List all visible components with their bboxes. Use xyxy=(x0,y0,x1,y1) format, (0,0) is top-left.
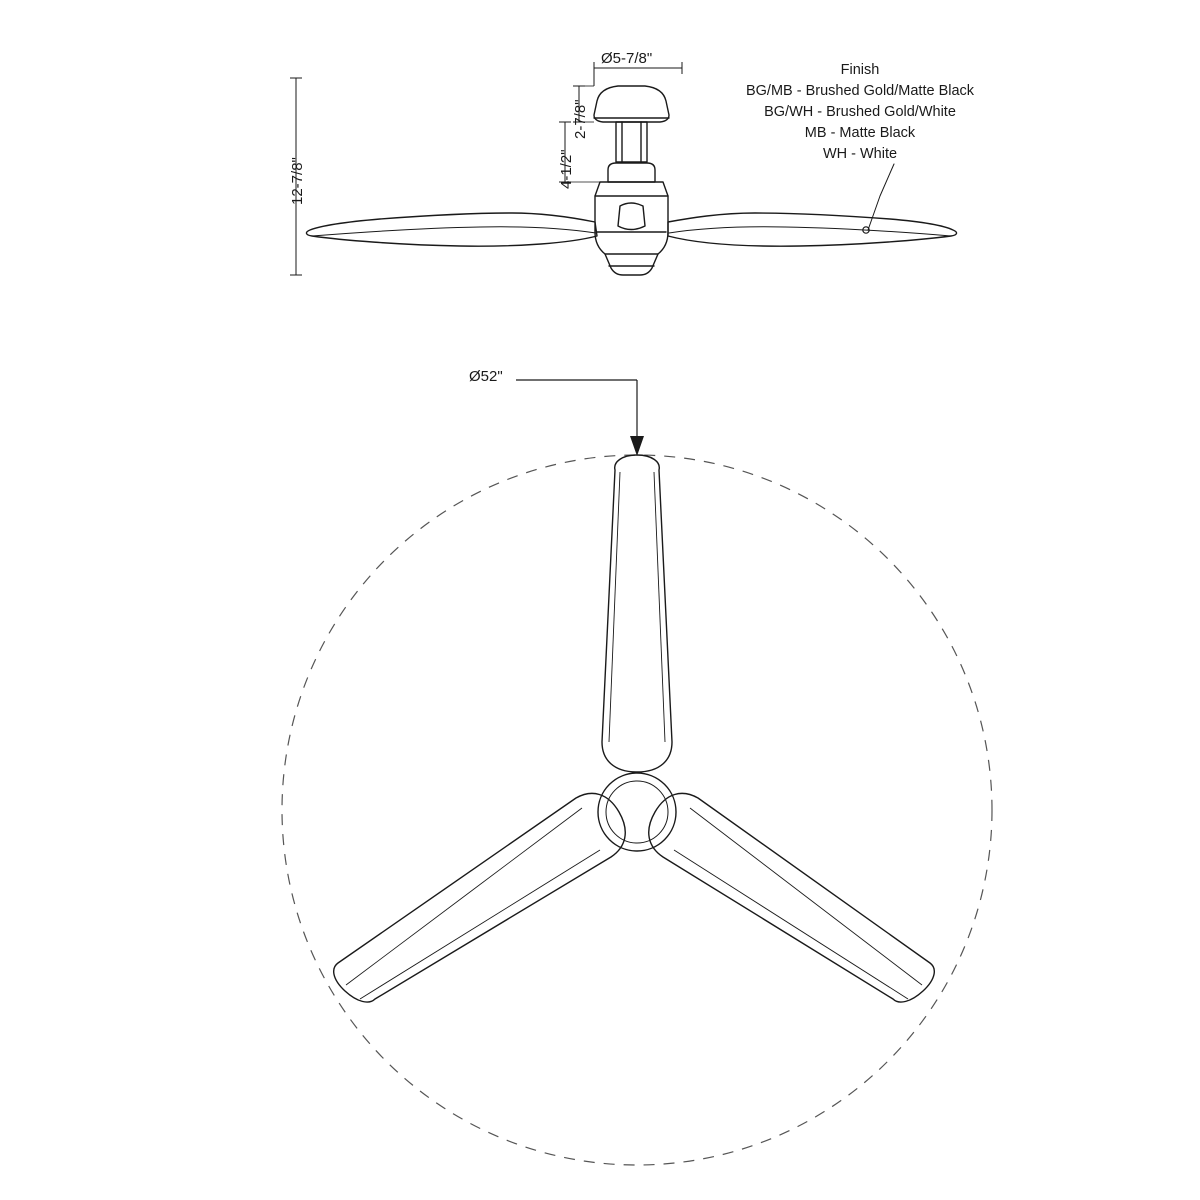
bottom-plan-view xyxy=(282,455,992,1165)
canopy xyxy=(594,86,669,122)
finish-callout xyxy=(735,60,985,165)
downrod xyxy=(616,122,647,162)
blade-left-profile xyxy=(306,213,597,246)
blade-top xyxy=(602,455,672,772)
blade-lower-left xyxy=(334,793,626,1002)
motor-housing-top xyxy=(608,163,655,182)
finish-option-bg-wh: BG/WH - Brushed Gold/White xyxy=(764,104,956,120)
finish-leader-line xyxy=(868,164,894,230)
motor-hub-outer xyxy=(598,773,676,851)
finish-heading: Finish xyxy=(840,62,880,78)
motor-hub-inner xyxy=(606,781,668,843)
dim-label-blade-span: Ø52" xyxy=(469,368,503,385)
blade-lower-right xyxy=(649,793,935,1002)
finish-option-mb: MB - Matte Black xyxy=(804,125,916,141)
blade-right-profile xyxy=(668,213,957,246)
dim-label-canopy-diameter: Ø5-7/8" xyxy=(601,50,653,67)
dim-label-overall-height: 12-7/8" xyxy=(289,157,306,205)
finish-option-wh: WH - White xyxy=(822,146,898,162)
dimension-arrowhead xyxy=(630,436,644,456)
dim-label-canopy-height: 2-7/8" xyxy=(572,99,589,139)
finish-option-bg-mb: BG/MB - Brushed Gold/Matte Black xyxy=(745,83,975,99)
dimension-blade-span xyxy=(516,380,637,444)
dim-label-downrod-height: 4-1/2" xyxy=(558,149,575,189)
blade-sweep-circle xyxy=(282,455,992,1165)
